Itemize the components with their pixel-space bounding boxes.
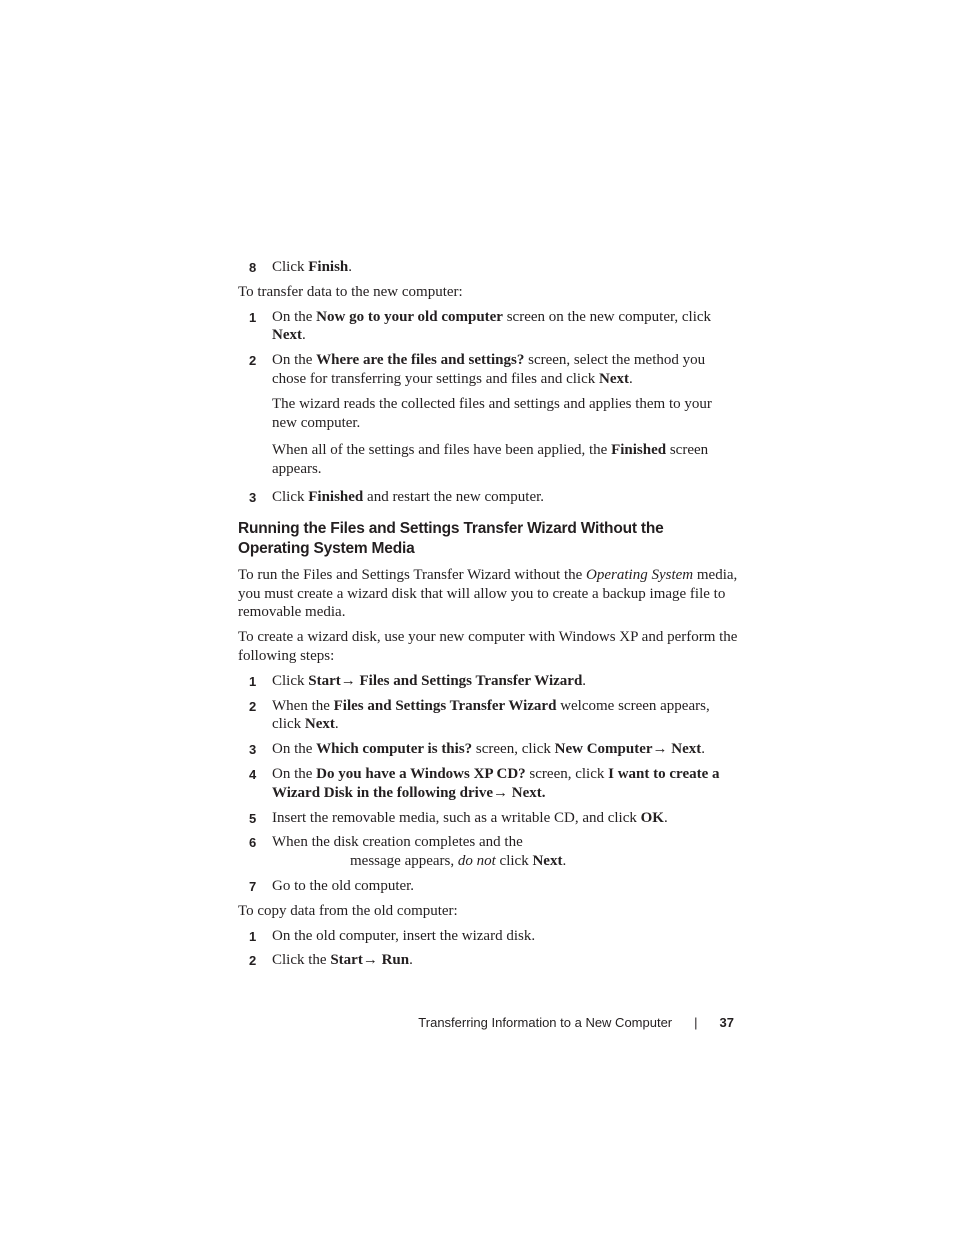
step-number: 3 bbox=[249, 742, 257, 758]
section-heading: Running the Files and Settings Transfer Wizard Without the Operating System Media bbox=[238, 519, 664, 557]
disk-step-7: 7 Go to the old computer. bbox=[238, 877, 738, 896]
step-number: 5 bbox=[249, 810, 257, 826]
transfer-intro: To transfer data to the new computer: bbox=[238, 283, 463, 300]
footer-separator: | bbox=[694, 1015, 698, 1030]
transfer-step-3: 3 Click Finished and restart the new computer. bbox=[238, 488, 738, 507]
run-wizard-intro: To run the Files and Settings Transfer Wizard without the Operating System media, you must create a wizard disk that will allow you to create a backup image file to removable media. bbox=[238, 566, 738, 621]
step-number: 3 bbox=[249, 489, 257, 505]
disk-step-6: 6 When the disk creation completes and the message appears, do not click Next. bbox=[249, 834, 567, 870]
step-number: 1 bbox=[249, 928, 257, 944]
create-disk-intro: To create a wizard disk, use your new computer with Windows XP and perform the following steps: bbox=[238, 629, 738, 664]
wizard-reads-note: The wizard reads the collected files and settings and applies them to your new computer. bbox=[272, 395, 712, 431]
step-number: 7 bbox=[249, 878, 257, 894]
step-number: 1 bbox=[249, 309, 257, 325]
step-number: 1 bbox=[249, 673, 257, 689]
step-number: 2 bbox=[249, 353, 257, 369]
arrow-icon: → bbox=[493, 784, 508, 801]
page-body bbox=[238, 258, 738, 976]
transfer-step-2: 2 On the Where are the files and settings? screen, select the method you chose for transferring your settings and files and click Next. bbox=[249, 352, 706, 387]
arrow-icon: → bbox=[652, 741, 668, 758]
arrow-icon: → bbox=[340, 672, 356, 689]
copy-step-2: 2 Click the Start→ Run. bbox=[238, 951, 738, 970]
disk-step-1: 1 Click Start→ Files and Settings Transfer Wizard. bbox=[238, 672, 738, 691]
step-number: 8 bbox=[249, 260, 257, 275]
page-footer bbox=[418, 1015, 734, 1030]
transfer-step-1: 1 On the Now go to your old computer screen on the new computer, click Next. bbox=[249, 308, 712, 344]
step-8-click-finish: 8 Click Finish. bbox=[238, 258, 738, 277]
step-number: 6 bbox=[249, 835, 257, 851]
arrow-icon: → bbox=[362, 952, 378, 969]
step-number: 4 bbox=[249, 766, 257, 782]
disk-step-3: 3 On the Which computer is this? screen, click New Computer→ Next. bbox=[238, 740, 738, 759]
disk-step-4: 4 On the Do you have a Windows XP CD? screen, click I want to create a Wizard Disk in the following drive→ Next. bbox=[249, 765, 720, 801]
step-number: 2 bbox=[249, 698, 257, 714]
page-number: 37 bbox=[719, 1015, 734, 1030]
disk-step-5: 5 Insert the removable media, such as a writable CD, and click OK. bbox=[238, 809, 738, 828]
copy-intro: To copy data from the old computer: bbox=[238, 902, 458, 919]
finished-screen-note: When all of the settings and files have been applied, the Finished screen appears. bbox=[272, 442, 709, 478]
copy-step-1: 1 On the old computer, insert the wizard disk. bbox=[238, 927, 738, 946]
disk-step-2: 2 When the Files and Settings Transfer Wizard welcome screen appears, click Next. bbox=[249, 697, 710, 733]
step-number: 2 bbox=[249, 953, 257, 969]
footer-title: Transferring Information to a New Computer bbox=[418, 1015, 673, 1030]
